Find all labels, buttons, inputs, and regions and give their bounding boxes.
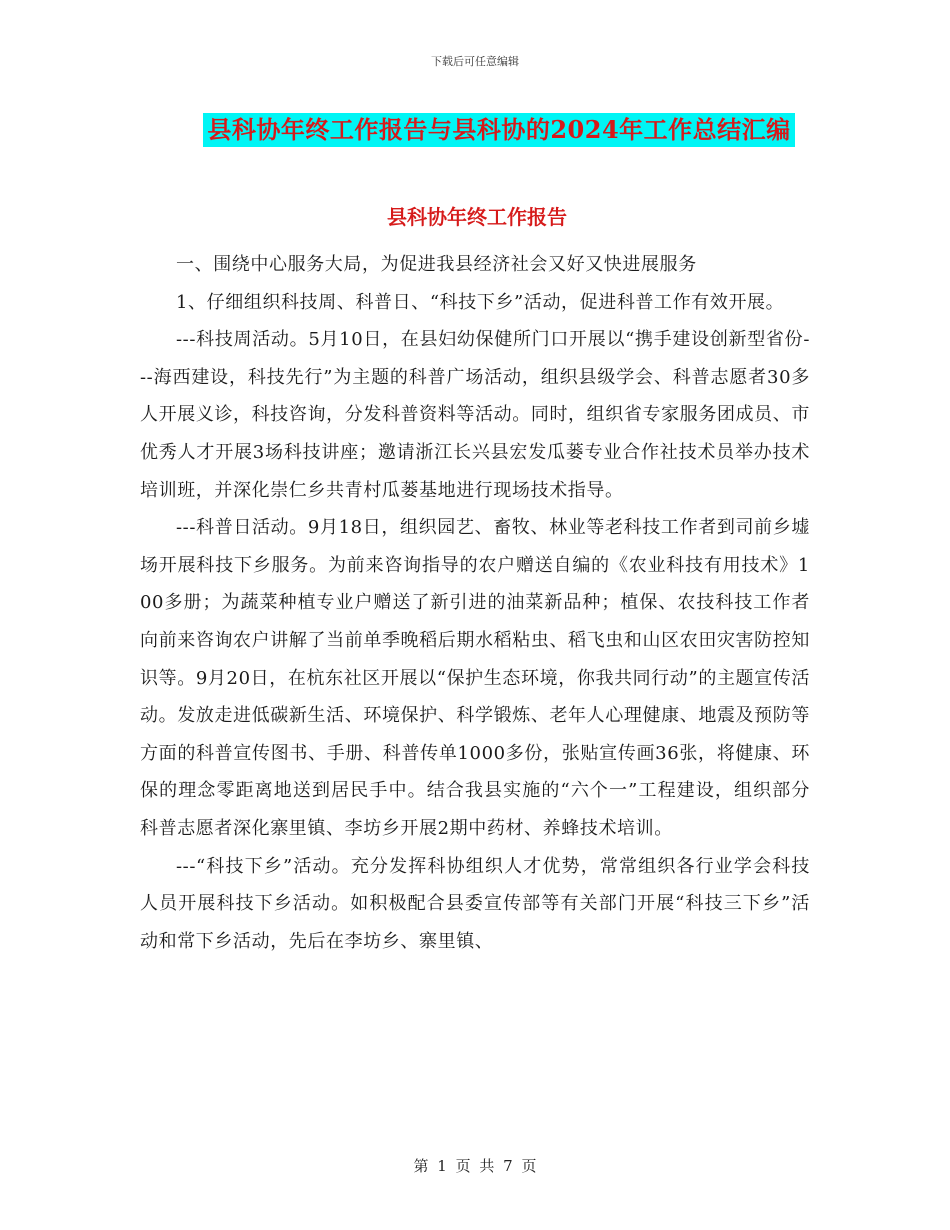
paragraph-2: 1、仔细组织科技周、科普日、“科技下乡”活动，促进科普工作有效开展。 <box>176 291 785 313</box>
main-title-text: 县科协年终工作报告与县科协的2024年工作总结汇编 <box>203 113 794 147</box>
header-note: 下载后可任意编辑 <box>431 55 519 68</box>
paragraph-5: ---“科技下乡”活动。充分发挥科协组织人才优势，常常组织各行业学会科技人员开展科技下乡活动。如积极配合县委宣传部等有关部门开展“科技三下乡”活动和常下乡活动，先后在李坊乡、寨里镇、 <box>140 855 810 952</box>
document-main-title <box>0 113 950 147</box>
page-number-footer: 第 1 页 共 7 页 <box>413 1157 537 1175</box>
paragraph-1: 一、围绕中心服务大局，为促进我县经济社会又好又快进展服务 <box>176 254 697 275</box>
document-body <box>140 246 810 960</box>
paragraph-3: ---科技周活动。5月10日，在县妇幼保健所门口开展以“携手建设创新型省份---海西建设，科技先行”为主题的科普广场活动，组织县级学会、科普志愿者30多人开展义诊，科技咨询，分发科普资料等活动。同时，组织省专家服务团成员、市优秀人才开展3场科技讲座；邀请浙江长兴县宏发瓜蒌专业合作社技术员举办技术培训班，并深化崇仁乡共青村瓜蒌基地进行现场技术指导。 <box>140 329 810 501</box>
paragraph-4: ---科普日活动。9月18日，组织园艺、畜牧、林业等老科技工作者到司前乡墟场开展科技下乡服务。为前来咨询指导的农户赠送自编的《农业科技有用技术》100多册；为蔬菜种植专业户赠送了新引进的油菜新品种；植保、农技科技工作者向前来咨询农户讲解了当前单季晚稻后期水稻粘虫、稻飞虫和山区农田灾害防控知识等。9月20日，在杭东社区开展以“保护生态环境，你我共同行动”的主题宣传活动。发放走进低碳新生活、环境保护、科学锻炼、老年人心理健康、地震及预防等方面的科普宣传图书、手册、科普传单1000多份，张贴宣传画36张，将健康、环保的理念零距离地送到居民手中。结合我县实施的“六个一”工程建设，组织部分科普志愿者深化寨里镇、李坊乡开展2期中药材、养蜂技术培训。 <box>140 517 810 839</box>
document-sub-title: 县科协年终工作报告 <box>387 205 567 229</box>
